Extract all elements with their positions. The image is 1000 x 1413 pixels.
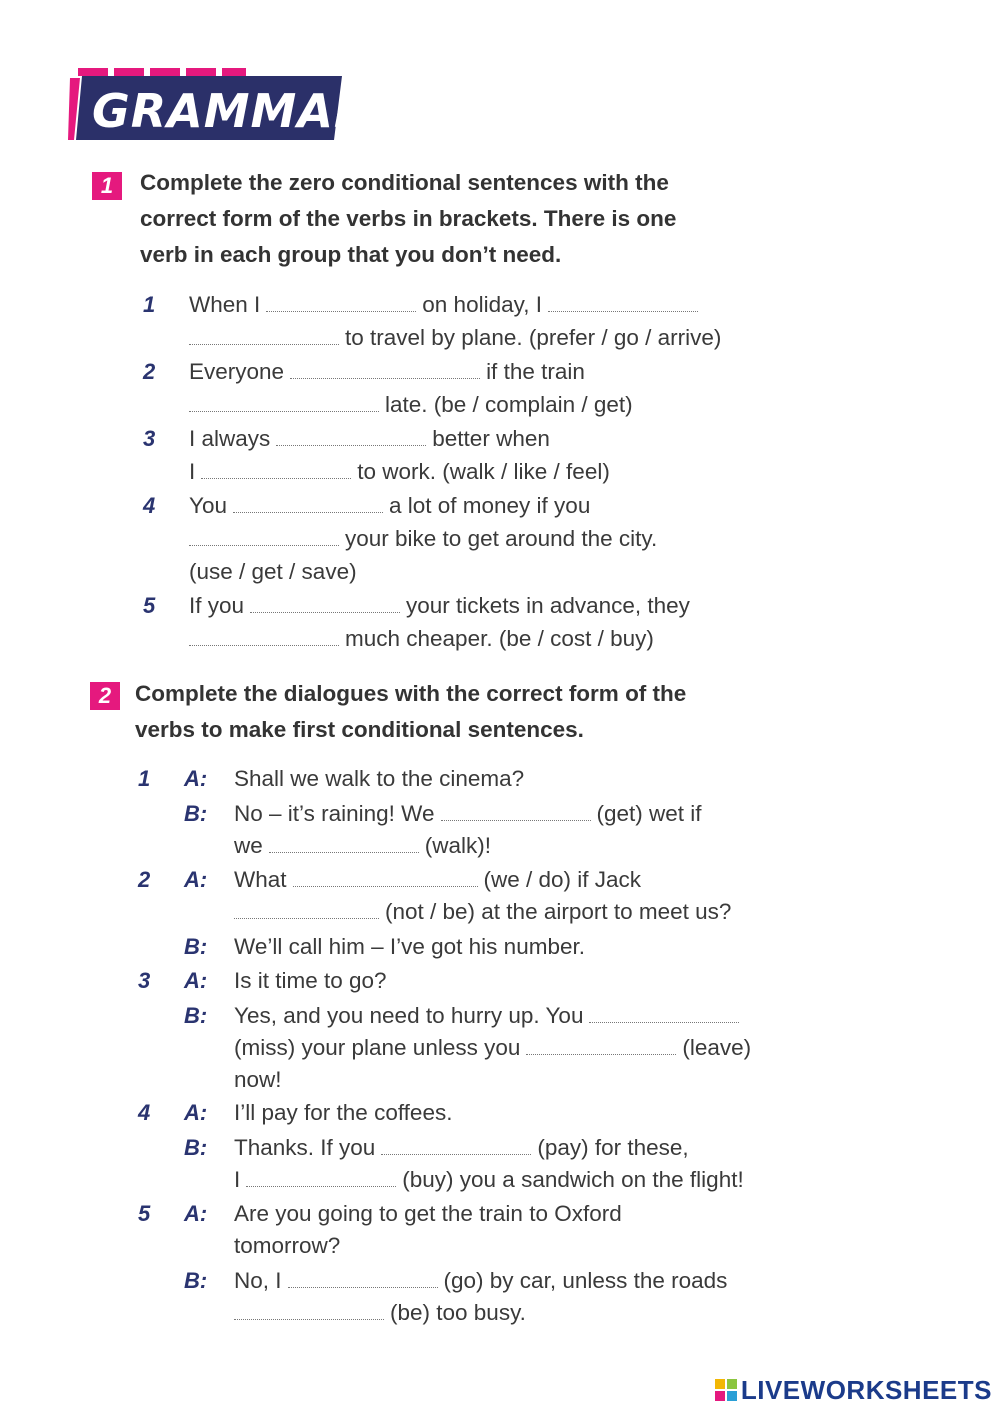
answer-blank[interactable] [290, 360, 480, 379]
text-line [234, 867, 641, 893]
text-line [234, 1233, 340, 1259]
line-text: (miss) your plane unless you [234, 1035, 521, 1060]
exercise-number-badge: 1 [92, 172, 122, 200]
text-line [183, 325, 721, 351]
line-text: to travel by plane. (prefer / go / arrive) [345, 325, 722, 350]
text-line [189, 459, 610, 485]
line-text: No, I [234, 1268, 282, 1293]
text-line [234, 1167, 744, 1193]
answer-blank[interactable] [441, 802, 591, 821]
line-text: Thanks. If you [234, 1135, 376, 1160]
text-line [183, 526, 657, 552]
item-number: 1 [143, 292, 156, 317]
line-text: You [189, 493, 227, 518]
item-number: 5 [138, 1201, 151, 1226]
text-line [189, 426, 550, 452]
line-text: What [234, 867, 287, 892]
answer-blank[interactable] [233, 494, 383, 513]
line-text: to work. (walk / like / feel) [357, 459, 610, 484]
text-line [234, 1067, 282, 1093]
text-line [228, 1300, 526, 1326]
item-number: 4 [138, 1100, 151, 1125]
brand-label: LIVEWORKSHEETS [740, 1374, 992, 1405]
text-line [234, 1201, 622, 1227]
line-text: better when [432, 426, 550, 451]
line-text: I [234, 1167, 241, 1192]
text-line [234, 833, 491, 859]
item-number: 4 [143, 493, 156, 518]
answer-blank[interactable] [381, 1136, 531, 1155]
speaker-label: B: [184, 1135, 208, 1160]
line-text: (walk)! [424, 833, 492, 858]
answer-blank[interactable] [250, 594, 400, 613]
item-number: 3 [143, 426, 156, 451]
speaker-label: A: [184, 867, 208, 892]
line-text: Everyone [189, 359, 285, 384]
section-header [68, 66, 371, 146]
text-line [234, 766, 524, 792]
answer-blank[interactable] [246, 1168, 396, 1187]
line-text: I’ll pay for the coffees. [234, 1100, 453, 1125]
text-line [189, 493, 590, 519]
line-text: Shall we walk to the cinema? [234, 766, 525, 791]
line-text: I always [189, 426, 271, 451]
line-text: a lot of money if you [388, 493, 591, 518]
answer-blank[interactable] [288, 1269, 438, 1288]
speaker-label: A: [184, 1201, 208, 1226]
line-text: No – it’s raining! We [234, 801, 435, 826]
text-line [189, 593, 690, 619]
text-line [234, 801, 702, 827]
line-text: (get) wet if [596, 801, 702, 826]
line-text: I [189, 459, 196, 484]
instruction-line: Complete the dialogues with the correct form of the [135, 681, 687, 706]
line-text: Yes, and you need to hurry up. You [234, 1003, 584, 1028]
answer-blank[interactable] [589, 1004, 739, 1023]
text-line [234, 1135, 689, 1161]
footer-brand [715, 1373, 992, 1407]
line-text: Are you going to get the train to Oxford [234, 1201, 622, 1226]
line-text: (buy) you a sandwich on the flight! [402, 1167, 744, 1192]
speaker-label: A: [184, 968, 208, 993]
line-text: (use / get / save) [189, 559, 357, 584]
text-line [189, 559, 357, 585]
instruction-line: verbs to make first conditional sentences. [135, 717, 584, 742]
line-text: (be) too busy. [390, 1300, 526, 1325]
speaker-label: B: [184, 934, 208, 959]
line-text: on holiday, I [422, 292, 542, 317]
line-text: your tickets in advance, they [406, 593, 690, 618]
text-line [183, 392, 633, 418]
answer-blank[interactable] [293, 868, 478, 887]
exercise-number-badge: 2 [90, 682, 120, 710]
answer-blank[interactable] [548, 293, 698, 312]
text-line [234, 1100, 452, 1126]
text-line [234, 1268, 727, 1294]
line-text: Is it time to go? [234, 968, 387, 993]
item-number: 5 [143, 593, 156, 618]
answer-blank[interactable] [269, 834, 419, 853]
line-text: (pay) for these, [537, 1135, 689, 1160]
line-text: late. (be / complain / get) [385, 392, 633, 417]
line-text: If you [189, 593, 245, 618]
text-line [189, 359, 585, 385]
answer-blank[interactable] [266, 293, 416, 312]
line-text: (we / do) if Jack [483, 867, 642, 892]
instruction-line: Complete the zero conditional sentences with the [140, 170, 669, 195]
line-text: (go) by car, unless the roads [443, 1268, 728, 1293]
line-text: now! [234, 1067, 282, 1092]
answer-blank[interactable] [276, 427, 426, 446]
speaker-label: B: [184, 1003, 208, 1028]
line-text: (not / be) at the airport to meet us? [385, 899, 732, 924]
instruction-line: correct form of the verbs in brackets. There is one [140, 206, 677, 231]
line-text: (leave) [682, 1035, 752, 1060]
item-number: 2 [138, 867, 151, 892]
answer-blank[interactable] [189, 393, 379, 412]
answer-blank[interactable] [526, 1036, 676, 1055]
item-number: 3 [138, 968, 151, 993]
text-line [189, 292, 704, 318]
item-number: 1 [138, 766, 151, 791]
answer-blank[interactable] [189, 527, 339, 546]
line-text: your bike to get around the city. [345, 526, 658, 551]
line-text: much cheaper. (be / cost / buy) [345, 626, 654, 651]
text-line [234, 968, 387, 994]
answer-blank[interactable] [234, 900, 379, 919]
instruction-line: verb in each group that you don’t need. [140, 242, 562, 267]
answer-blank[interactable] [201, 460, 351, 479]
text-line [234, 1003, 745, 1029]
liveworksheets-logo-icon [715, 1379, 737, 1401]
answer-blank[interactable] [189, 326, 339, 345]
answer-blank[interactable] [234, 1301, 384, 1320]
speaker-label: B: [184, 1268, 208, 1293]
speaker-label: A: [184, 1100, 208, 1125]
line-text: we [234, 833, 263, 858]
answer-blank[interactable] [189, 627, 339, 646]
text-line [234, 934, 585, 960]
speaker-label: B: [184, 801, 208, 826]
text-line [228, 899, 731, 925]
page-title: GRAMMAR [92, 84, 371, 138]
line-text: When I [189, 292, 261, 317]
item-number: 2 [143, 359, 156, 384]
text-line [234, 1035, 751, 1061]
line-text: We’ll call him – I’ve got his number. [234, 934, 585, 959]
line-text: if the train [486, 359, 585, 384]
speaker-label: A: [184, 766, 208, 791]
line-text: tomorrow? [234, 1233, 341, 1258]
text-line [183, 626, 654, 652]
